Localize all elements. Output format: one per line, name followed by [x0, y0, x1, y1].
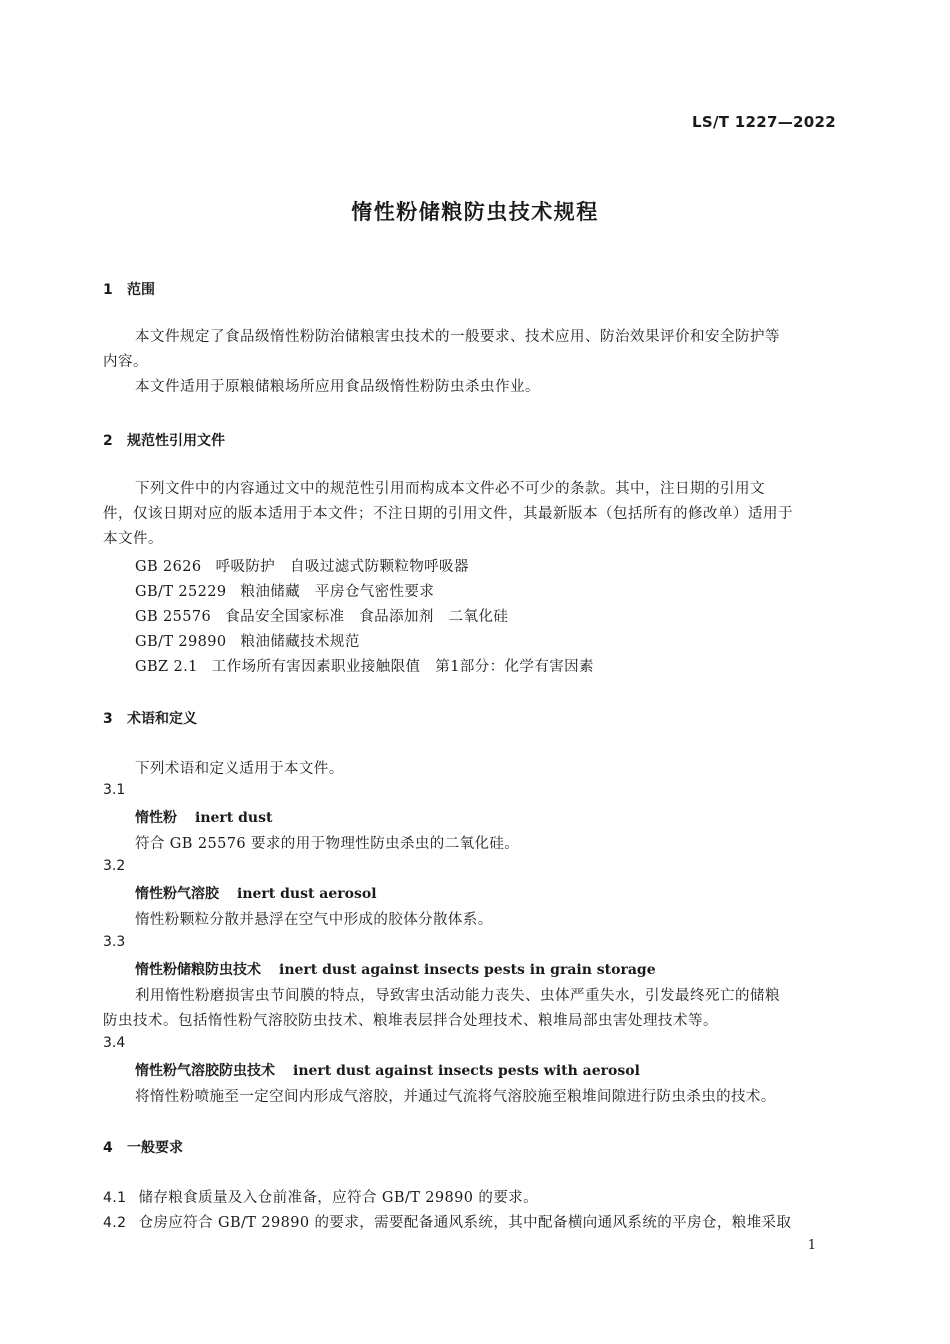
clause-text: 储存粮食质量及入仓前准备，应符合 GB/T 29890 的要求。	[138, 1190, 539, 1206]
section-1-heading	[103, 279, 155, 299]
section-title: 规范性引用文件	[127, 433, 225, 449]
paragraph-line: 下列文件中的内容通过文中的规范性引用而构成本文件必不可少的条款。其中，注日期的引用文	[135, 481, 765, 497]
reference-title: 粮油储藏 平房仓气密性要求	[240, 584, 435, 600]
section-number: 1	[103, 282, 113, 298]
reference-code: GB 25576	[135, 609, 212, 625]
clause-number: 4.2	[103, 1215, 127, 1231]
clause-item	[103, 1186, 538, 1207]
reference-title: 工作场所有害因素职业接触限值 第1部分：化学有害因素	[211, 659, 594, 675]
term-definition	[103, 984, 836, 1034]
term-zh: 惰性粉气溶胶防虫技术	[135, 1063, 275, 1079]
term-definition: 惰性粉颗粒分散并悬浮在空气中形成的胶体分散体系。	[135, 912, 493, 928]
section-number: 3	[103, 711, 113, 727]
section-2-intro	[103, 477, 836, 552]
section-4-heading	[103, 1137, 183, 1157]
section-title: 术语和定义	[127, 711, 197, 727]
clause-item	[103, 1211, 791, 1232]
term-en: inert dust against insects pests with aerosol	[293, 1063, 640, 1079]
reference-code: GBZ 2.1	[135, 659, 198, 675]
section-3-heading	[103, 708, 197, 728]
term-number: 3.2	[103, 858, 126, 874]
term-en: inert dust against insects pests in grain storage	[279, 962, 656, 978]
paragraph-line: 防虫技术。包括惰性粉气溶胶防虫技术、粮堆表层拌合处理技术、粮堆局部虫害处理技术等。	[103, 1013, 718, 1029]
section-number: 2	[103, 433, 113, 449]
reference-title: 呼吸防护 自吸过滤式防颗粒物呼吸器	[215, 559, 469, 575]
section-title: 一般要求	[127, 1140, 183, 1156]
section-number: 4	[103, 1140, 113, 1156]
term-zh: 惰性粉储粮防虫技术	[135, 962, 261, 978]
paragraph-line: 内容。	[103, 354, 148, 370]
term-number: 3.1	[103, 782, 126, 798]
reference-item	[135, 630, 360, 651]
term-heading	[135, 883, 377, 903]
clause-number: 4.1	[103, 1190, 127, 1206]
reference-code: GB 2626	[135, 559, 202, 575]
section-title: 范围	[127, 282, 155, 298]
paragraph-line: 本文件。	[103, 531, 163, 547]
term-en: inert dust	[195, 810, 273, 826]
term-definition: 符合 GB 25576 要求的用于物理性防虫杀虫的二氧化硅。	[135, 836, 520, 852]
term-heading	[135, 807, 272, 827]
section-3-intro: 下列术语和定义适用于本文件。	[135, 761, 344, 777]
standard-code: LS/T 1227—2022	[692, 113, 836, 131]
paragraph-line: 本文件规定了食品级惰性粉防治储粮害虫技术的一般要求、技术应用、防治效果评价和安全防护等	[135, 329, 780, 345]
term-number: 3.3	[103, 934, 126, 950]
section-2-heading	[103, 430, 225, 450]
paragraph-line: 利用惰性粉磨损害虫节间膜的特点，导致害虫活动能力丧失、虫体严重失水，引发最终死亡的储粮	[135, 988, 780, 1004]
section-1-paragraph	[103, 325, 836, 400]
reference-item	[135, 605, 508, 626]
reference-title: 粮油储藏技术规范	[240, 634, 360, 650]
reference-code: GB/T 25229	[135, 584, 227, 600]
term-zh: 惰性粉	[135, 810, 177, 826]
reference-item	[135, 580, 434, 601]
term-heading	[135, 1060, 640, 1080]
document-title: 惰性粉储粮防虫技术规程	[351, 200, 599, 224]
term-number: 3.4	[103, 1035, 126, 1051]
reference-code: GB/T 29890	[135, 634, 227, 650]
term-zh: 惰性粉气溶胶	[135, 886, 219, 902]
reference-item	[135, 655, 594, 676]
term-definition: 将惰性粉喷施至一定空间内形成气溶胶，并通过气流将气溶胶施至粮堆间隙进行防虫杀虫的技术。	[135, 1089, 776, 1105]
page-number: 1	[807, 1238, 816, 1253]
paragraph-line: 件，仅该日期对应的版本适用于本文件；不注日期的引用文件，其最新版本（包括所有的修改单）适用于	[103, 506, 793, 522]
reference-title: 食品安全国家标准 食品添加剂 二氧化硅	[225, 609, 509, 625]
reference-item	[135, 555, 469, 576]
clause-text: 仓房应符合 GB/T 29890 的要求，需要配备通风系统，其中配备横向通风系统的平房仓，粮堆采取	[138, 1215, 792, 1231]
term-heading	[135, 959, 656, 979]
paragraph-line: 本文件适用于原粮储粮场所应用食品级惰性粉防虫杀虫作业。	[135, 379, 540, 395]
term-en: inert dust aerosol	[237, 886, 377, 902]
